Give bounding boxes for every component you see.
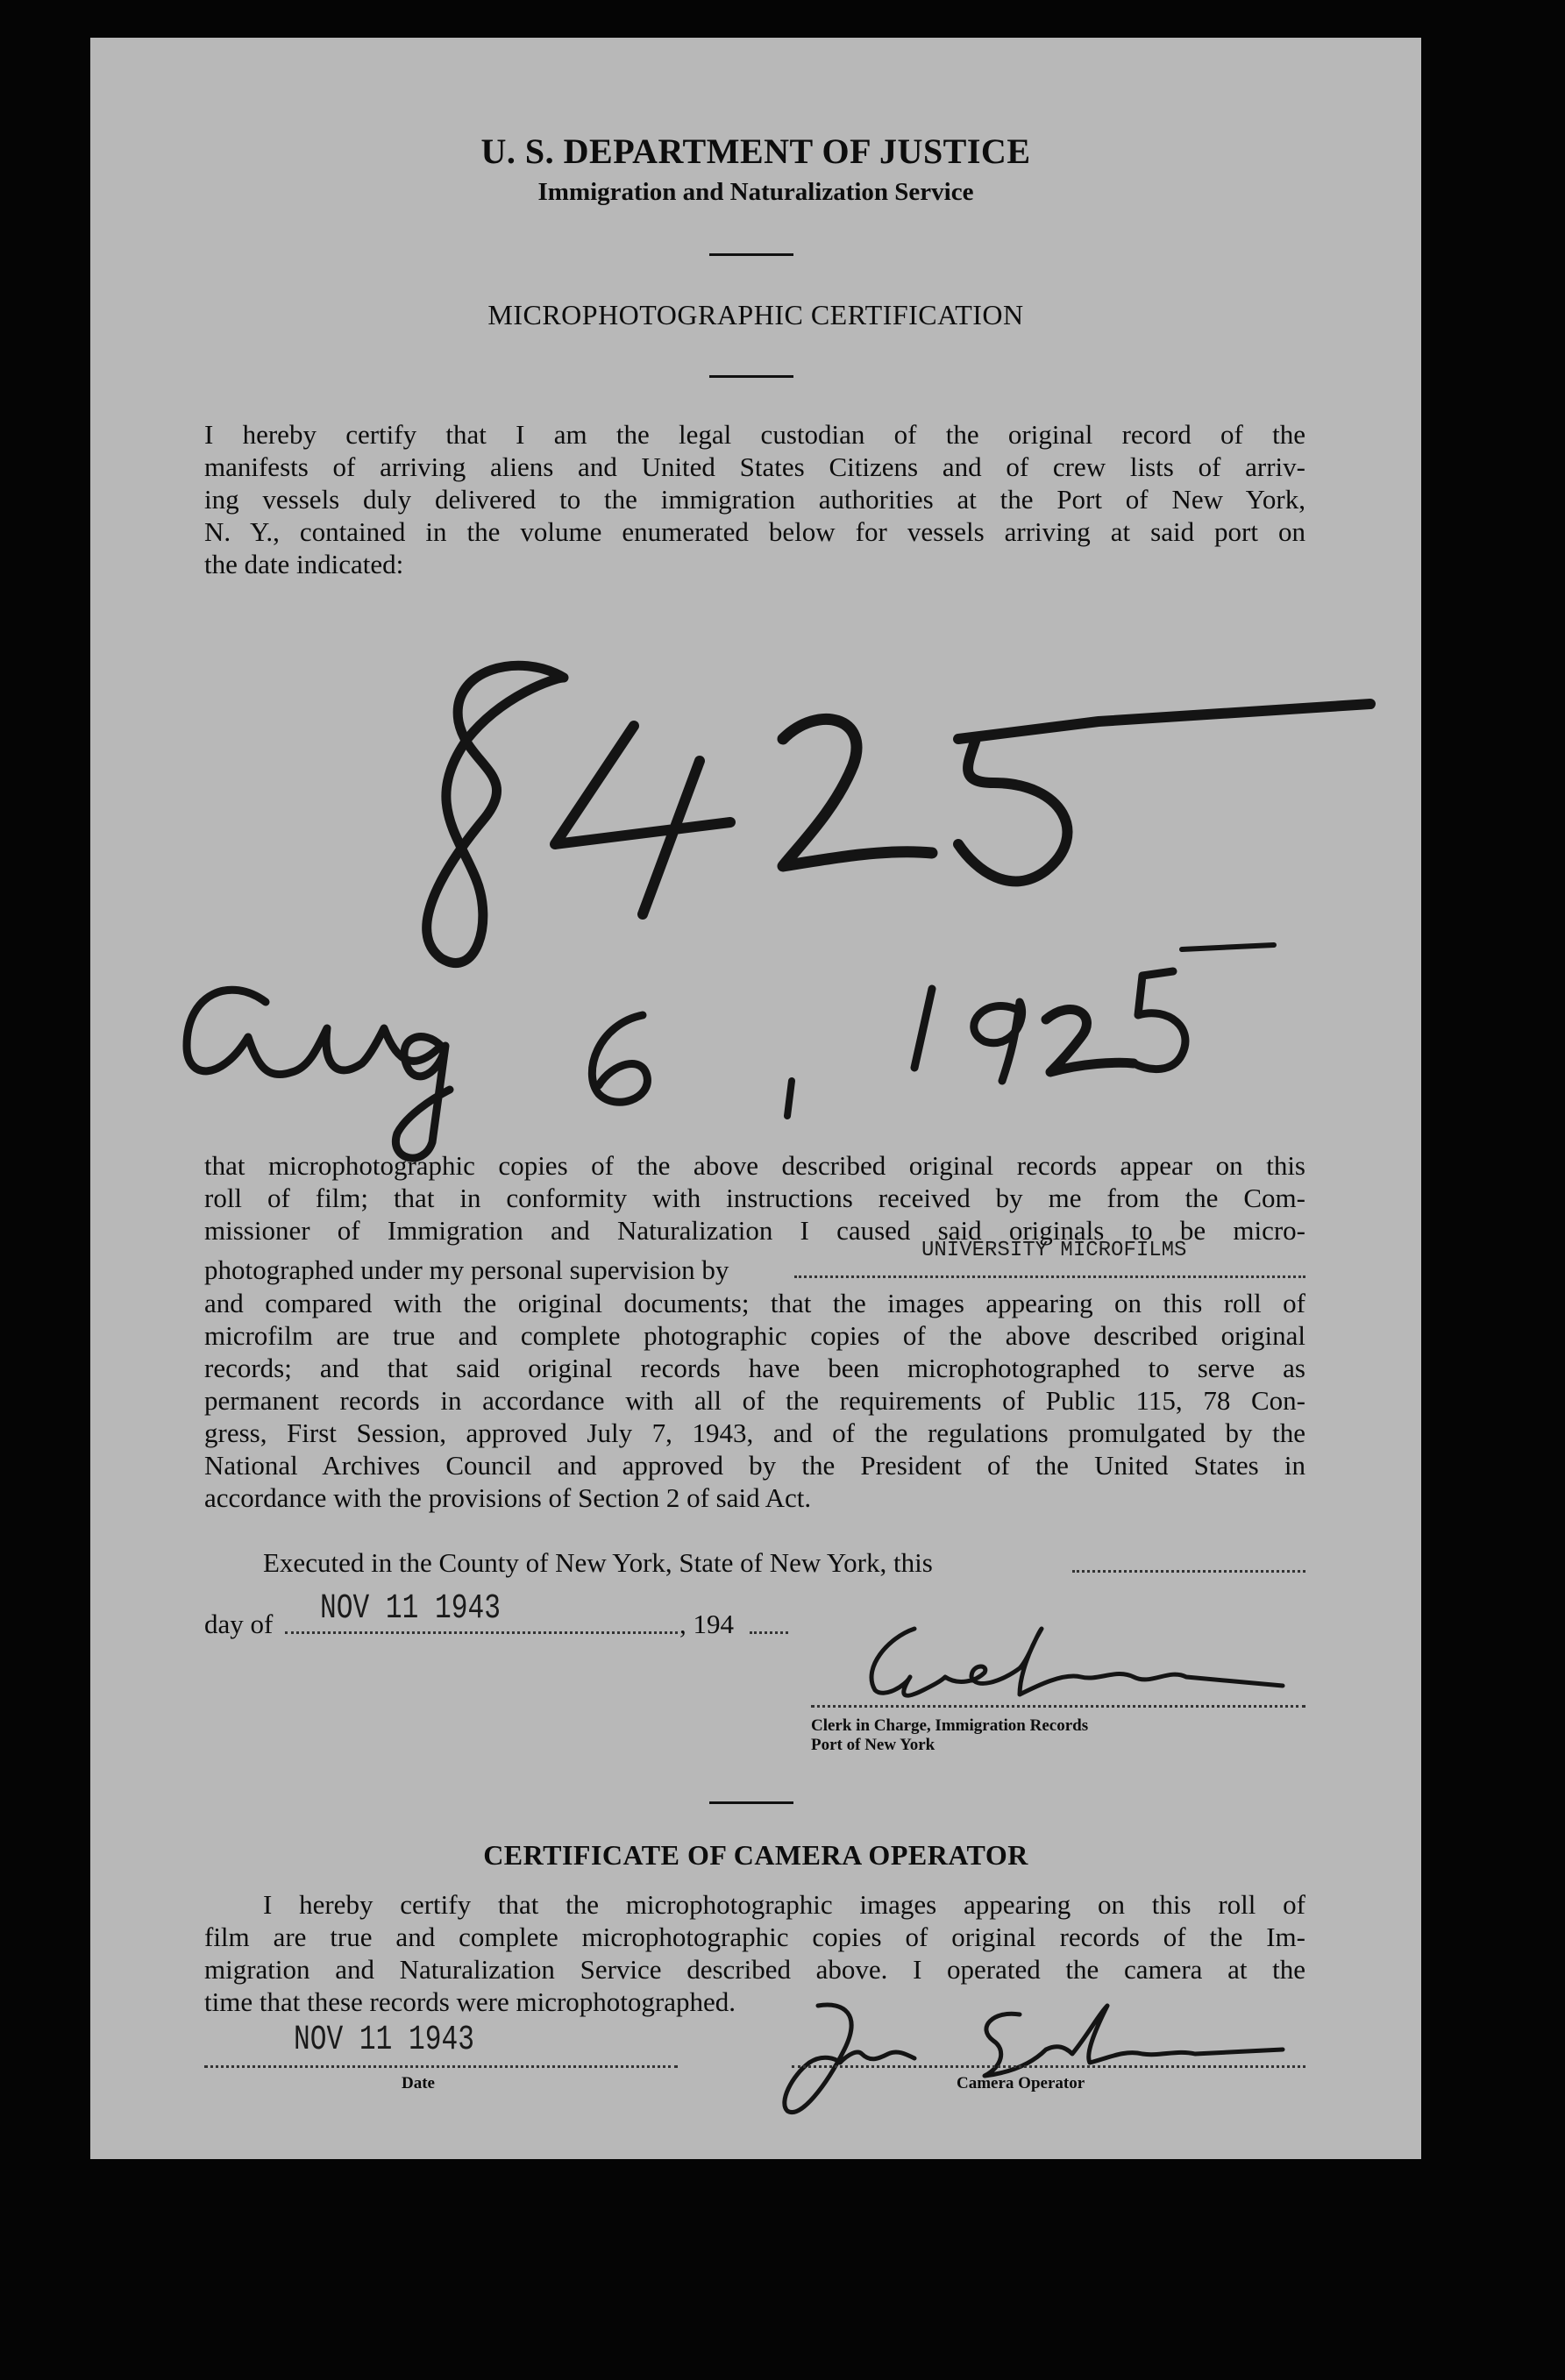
- intro-line-4: N. Y., contained in the volume enumerated below for vessels arriving at said port on: [204, 516, 1305, 547]
- body-line-7: permanent records in accordance with all of the requirements of Public 115, 78 Con-: [204, 1385, 1305, 1416]
- body-line-9: National Archives Council and approved by the President of the United States in: [204, 1450, 1305, 1481]
- body-line-8: gress, First Session, approved July 7, 1943, and of the regulations promulgated by the: [204, 1417, 1305, 1448]
- intro-line-3: ing vessels duly delivered to the immigration authorities at the Port of New York,: [204, 484, 1305, 515]
- supervision-label: photographed under my personal supervision by: [204, 1254, 729, 1285]
- operator-signature: [739, 1979, 1309, 2128]
- executed-date-stamp: NOV 11 1943: [320, 1589, 501, 1629]
- camera-date-stamp: NOV 11 1943: [294, 2021, 474, 2060]
- operator-label: Camera Operator: [957, 2074, 1085, 2092]
- handwritten-date: [143, 941, 1195, 1169]
- divider-1: [709, 253, 793, 256]
- operator-signature-line: [792, 2065, 1305, 2068]
- divider-3: [709, 1801, 793, 1804]
- body-line-10: accordance with the provisions of Section 2 of said Act.: [204, 1482, 812, 1513]
- body-line-1: that microphotographic copies of the above described original records appear on this: [204, 1150, 1305, 1181]
- clerk-title-1: Clerk in Charge, Immigration Records: [811, 1716, 1089, 1735]
- intro-line-5: the date indicated:: [204, 549, 404, 579]
- day-of-dotted-line: [285, 1631, 678, 1634]
- camera-line-3: migration and Naturalization Service described above. I operated the camera at the: [204, 1954, 1305, 1985]
- date-label: Date: [402, 2074, 435, 2092]
- executed-line: Executed in the County of New York, State of New York, this: [263, 1547, 933, 1578]
- camera-line-1: I hereby certify that the microphotographic images appearing on this roll of: [263, 1889, 1305, 1920]
- clerk-title-2: Port of New York: [811, 1736, 935, 1754]
- body-line-5: microfilm are true and complete photographic copies of the above described original: [204, 1320, 1305, 1351]
- day-of-label: day of: [204, 1609, 274, 1639]
- divider-2: [709, 375, 793, 378]
- clerk-signature: [809, 1616, 1300, 1712]
- body-line-4: and compared with the original documents; that the images appearing on this roll of: [204, 1288, 1305, 1318]
- service-subheading: Immigration and Naturalization Service: [537, 178, 974, 206]
- intro-line-1: I hereby certify that I am the legal custodian of the original record of the: [204, 419, 1305, 450]
- certificate-page: [90, 38, 1421, 2159]
- department-heading: U. S. DEPARTMENT OF JUSTICE: [480, 131, 1031, 171]
- executed-dotted-line: [1072, 1570, 1305, 1573]
- intro-line-2: manifests of arriving aliens and United States Citizens and of crew lists of arriv-: [204, 451, 1305, 482]
- supervision-stamp: UNIVERSITY MICROFILMS: [921, 1239, 1187, 1262]
- body-line-2: roll of film; that in conformity with instructions received by me from the Com-: [204, 1183, 1305, 1213]
- certification-title: MICROPHOTOGRAPHIC CERTIFICATION: [487, 299, 1024, 330]
- year-label: , 194: [679, 1609, 734, 1639]
- camera-operator-title: CERTIFICATE OF CAMERA OPERATOR: [483, 1839, 1028, 1871]
- camera-date-line: [204, 2065, 678, 2068]
- body-line-6: records; and that said original records have been microphotographed to serve as: [204, 1353, 1305, 1383]
- camera-line-2: film are true and complete microphotographic copies of original records of the Im-: [204, 1922, 1305, 1952]
- handwritten-volume-number: [345, 634, 1397, 967]
- clerk-signature-line: [811, 1705, 1305, 1708]
- year-dotted-line: [750, 1631, 788, 1634]
- supervision-dotted-line: [794, 1275, 1305, 1278]
- camera-line-4: time that these records were microphotographed.: [204, 1986, 736, 2017]
- body-line-3: missioner of Immigration and Naturalization I caused said originals to be micro-: [204, 1215, 1305, 1246]
